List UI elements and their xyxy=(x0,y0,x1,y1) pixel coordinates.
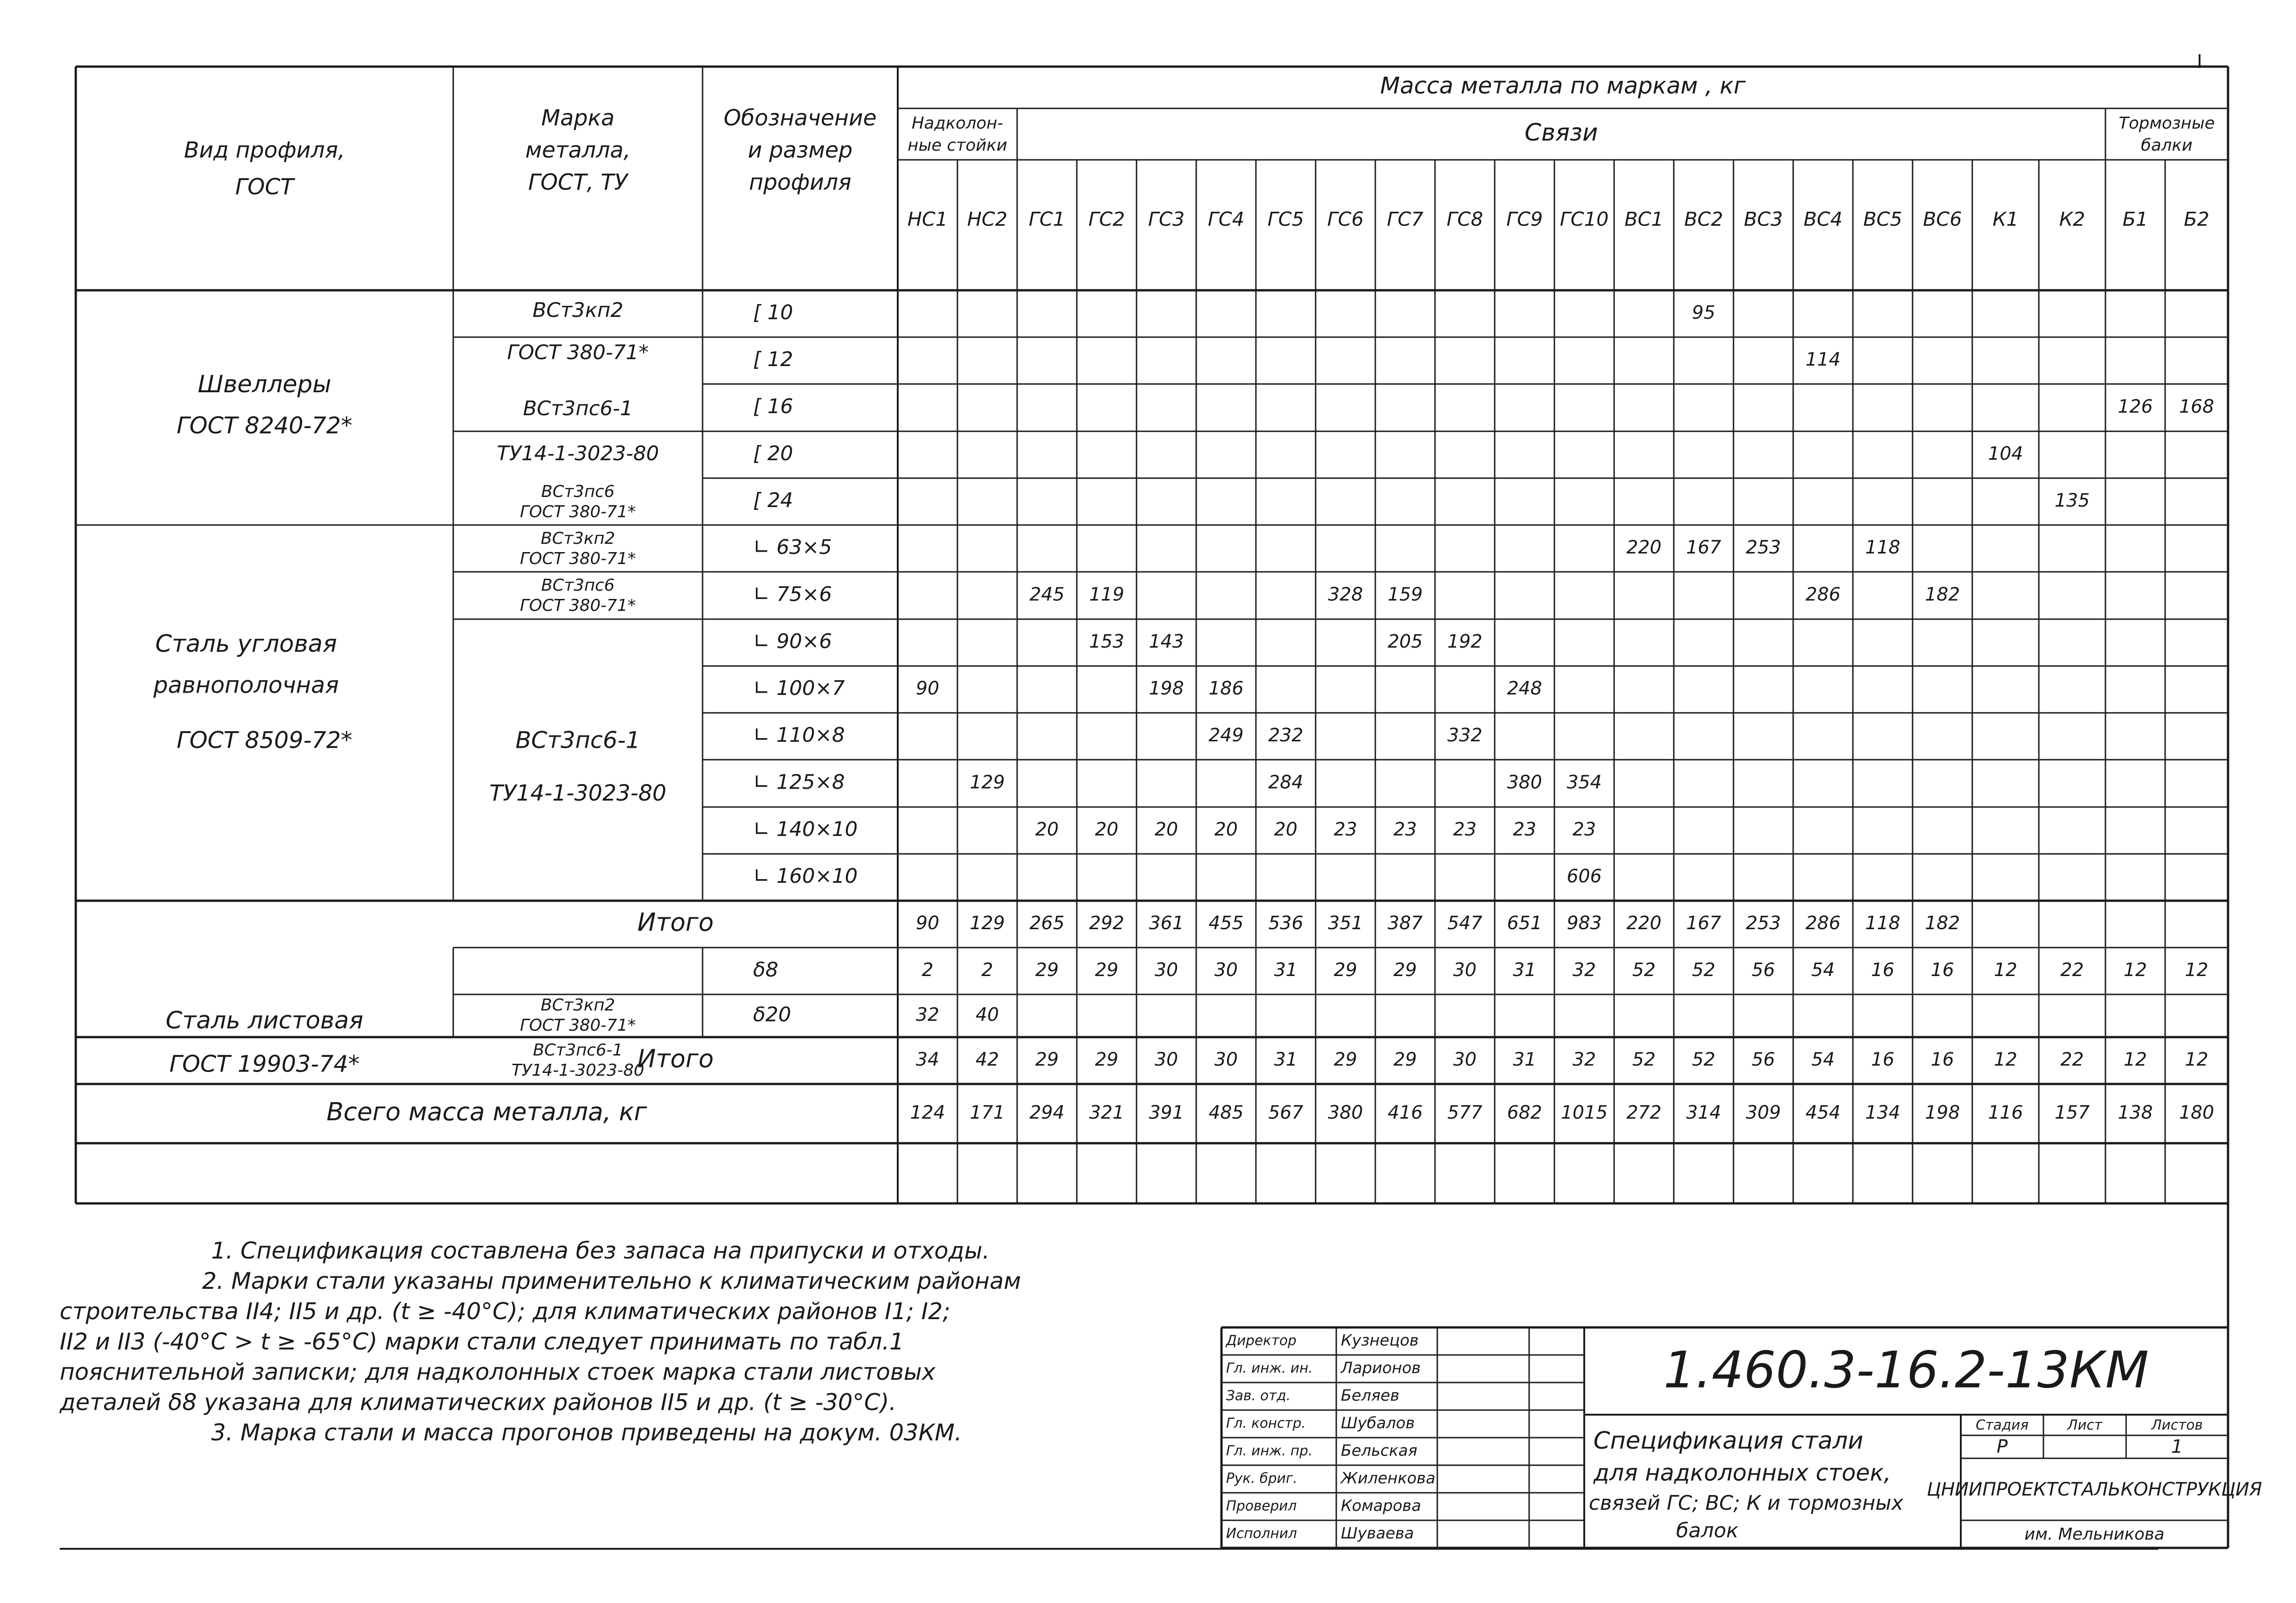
group-sheet: ГОСТ 19903-74* xyxy=(169,1050,360,1078)
mass-value: 220 xyxy=(1626,913,1662,934)
mass-value: 118 xyxy=(1865,913,1901,934)
mass-value: 387 xyxy=(1387,913,1423,934)
header-designation: профиля xyxy=(748,169,852,195)
mass-value: 30 xyxy=(1453,1049,1477,1070)
mass-value: 124 xyxy=(910,1102,945,1123)
header-grade: Марка xyxy=(541,105,615,131)
mass-value: 351 xyxy=(1328,913,1363,934)
mass-value: 606 xyxy=(1566,866,1602,887)
stamp-name: Беляев xyxy=(1341,1386,1400,1405)
stamp-name: Шуваева xyxy=(1341,1524,1414,1543)
grand-total-label: Всего масса металла, кг xyxy=(326,1097,647,1127)
stamp-role: Проверил xyxy=(1226,1498,1297,1514)
mass-value: 232 xyxy=(1268,725,1304,746)
mark-header-ГС10: ГС10 xyxy=(1559,208,1609,231)
mass-value: 192 xyxy=(1447,631,1483,652)
header-grade: ГОСТ, ТУ xyxy=(528,169,628,195)
stamp-sheets-value: 1 xyxy=(2171,1436,2183,1457)
stamp-sheet-label: Лист xyxy=(2067,1417,2103,1434)
mass-value: 536 xyxy=(1268,913,1304,934)
mass-value: 12 xyxy=(2123,960,2147,981)
mass-value: 20 xyxy=(1154,819,1178,840)
mass-value: 272 xyxy=(1626,1102,1662,1123)
mass-value: 129 xyxy=(969,772,1005,793)
stamp-title: балок xyxy=(1676,1519,1739,1542)
mass-value: 31 xyxy=(1274,960,1298,981)
mass-value: 114 xyxy=(1805,349,1841,370)
mass-value: 116 xyxy=(1988,1102,2023,1123)
mass-value: 52 xyxy=(1692,1049,1716,1070)
mass-value: 32 xyxy=(1572,1049,1596,1070)
note-1: 1. Спецификация составлена без запаса на припуски и отходы. xyxy=(211,1237,990,1264)
mass-value: 314 xyxy=(1686,1102,1722,1123)
mass-value: 52 xyxy=(1632,1049,1656,1070)
mass-value: 249 xyxy=(1208,725,1244,746)
mark-header-Б1: Б1 xyxy=(2122,208,2148,231)
mass-value: 30 xyxy=(1214,960,1238,981)
grade-label: ВСт3пс6-1 xyxy=(533,1041,623,1060)
mass-value: 29 xyxy=(1035,960,1059,981)
stamp-role: Рук. бриг. xyxy=(1226,1470,1298,1487)
mark-header-НС2: НС2 xyxy=(967,208,1007,231)
mass-value: 253 xyxy=(1745,913,1781,934)
mass-value: 485 xyxy=(1208,1102,1244,1123)
stamp-sheets-label: Листов xyxy=(2151,1417,2203,1434)
mass-value: 454 xyxy=(1805,1102,1841,1123)
mark-header-К2: К2 xyxy=(2059,208,2085,231)
stamp-org: ЦНИИПРОЕКТСТАЛЬКОНСТРУКЦИЯ xyxy=(1927,1479,2262,1500)
note-3: 3. Марка стали и масса прогонов приведены на докум. 03КМ. xyxy=(211,1419,962,1446)
mass-value: 31 xyxy=(1274,1049,1298,1070)
mass-value: 186 xyxy=(1208,678,1244,699)
grade-label: ГОСТ 380-71* xyxy=(520,502,636,521)
note-2-line-4: пояснительной записки; для надколонных стоек марка стали листовых xyxy=(60,1359,936,1385)
mass-value: 2 xyxy=(981,960,993,981)
stamp-name: Кузнецов xyxy=(1341,1331,1419,1350)
header-brake: балки xyxy=(2141,136,2193,155)
profile-designation: [ 16 xyxy=(753,395,793,418)
mass-value: 159 xyxy=(1387,584,1423,605)
grade-label: ГОСТ 380-71* xyxy=(520,549,636,568)
mass-value: 180 xyxy=(2179,1102,2214,1123)
mark-header-ВС4: ВС4 xyxy=(1803,208,1843,231)
grade-label: ГОСТ 380-71* xyxy=(507,341,649,364)
stamp-doc-code: 1.460.3-16.2-13КМ xyxy=(1663,1340,2149,1400)
mass-value: 29 xyxy=(1095,960,1119,981)
mass-value: 220 xyxy=(1626,537,1662,558)
mass-value: 95 xyxy=(1692,302,1716,323)
note-2-line-5: деталей δ8 указана для климатических районов II5 и др. (t ≥ -30°С). xyxy=(60,1389,897,1416)
grade-label: ВСт3пс6-1 xyxy=(523,397,633,420)
mass-value: 143 xyxy=(1148,631,1184,652)
mass-value: 354 xyxy=(1566,772,1602,793)
mark-header-ГС1: ГС1 xyxy=(1029,208,1065,231)
mass-value: 16 xyxy=(1871,1049,1895,1070)
header-profile: Вид профиля, xyxy=(184,137,345,163)
mass-value: 30 xyxy=(1154,960,1178,981)
mass-value: 380 xyxy=(1507,772,1542,793)
stamp-org-sub: им. Мельникова xyxy=(2024,1525,2165,1544)
profile-designation: ∟ 63×5 xyxy=(753,536,832,559)
grade-label: ВСт3пс6-1 xyxy=(515,727,641,754)
mass-value: 455 xyxy=(1208,913,1244,934)
mass-value: 23 xyxy=(1393,819,1417,840)
mass-value: 126 xyxy=(2117,396,2153,418)
mark-header-ГС9: ГС9 xyxy=(1506,208,1543,231)
profile-designation: ∟ 125×8 xyxy=(753,770,845,794)
mass-value: 171 xyxy=(969,1102,1005,1123)
grade-label: ВСт3пс6 xyxy=(541,482,615,501)
header-mass-title: Масса металла по маркам , кг xyxy=(1380,72,1746,99)
header-designation: Обозначение xyxy=(723,105,877,131)
mass-value: 248 xyxy=(1507,678,1542,699)
stamp-stage-value: Р xyxy=(1996,1436,2008,1457)
mass-value: 416 xyxy=(1387,1102,1423,1123)
mass-value: 22 xyxy=(2060,1049,2084,1070)
mass-value: 2 xyxy=(922,960,934,981)
mass-value: 52 xyxy=(1692,960,1716,981)
mass-value: 52 xyxy=(1632,960,1656,981)
mass-value: 380 xyxy=(1328,1102,1363,1123)
grade-label: ТУ14-1-3023-80 xyxy=(489,780,667,806)
header-profile: ГОСТ xyxy=(235,174,294,200)
mass-value: 138 xyxy=(2117,1102,2153,1123)
mass-value: 16 xyxy=(1871,960,1895,981)
grade-label: ВСт3кп2 xyxy=(540,529,615,548)
mass-value: 23 xyxy=(1453,819,1477,840)
mark-header-ВС2: ВС2 xyxy=(1684,208,1723,231)
profile-designation: ∟ 110×8 xyxy=(753,723,845,747)
mass-value: 12 xyxy=(2123,1049,2147,1070)
mass-value: 286 xyxy=(1805,584,1841,605)
mass-value: 20 xyxy=(1035,819,1059,840)
profile-designation: [ 24 xyxy=(753,489,793,512)
mass-value: 20 xyxy=(1214,819,1238,840)
grade-label: ВСт3кп2 xyxy=(540,996,615,1015)
mark-header-Б2: Б2 xyxy=(2183,208,2210,231)
mass-value: 90 xyxy=(916,913,940,934)
mass-value: 153 xyxy=(1089,631,1125,652)
mass-value: 167 xyxy=(1686,537,1722,558)
mass-value: 29 xyxy=(1095,1049,1119,1070)
mass-value: 245 xyxy=(1029,584,1065,605)
mass-value: 12 xyxy=(2185,960,2208,981)
mass-value: 54 xyxy=(1811,960,1835,981)
mass-value: 198 xyxy=(1148,678,1184,699)
mark-header-ГС8: ГС8 xyxy=(1446,208,1483,231)
grade-label: ТУ14-1-3023-80 xyxy=(511,1061,645,1080)
mass-value: 30 xyxy=(1453,960,1477,981)
stamp-title: связей ГС; ВС; К и тормозных xyxy=(1589,1491,1903,1515)
profile-designation: [ 20 xyxy=(753,442,793,465)
mass-value: 332 xyxy=(1447,725,1483,746)
stamp-name: Комарова xyxy=(1341,1496,1421,1515)
profile-designation: ∟ 160×10 xyxy=(753,864,858,888)
grade-label: ТУ14-1-3023-80 xyxy=(496,442,659,465)
mass-value: 134 xyxy=(1865,1102,1901,1123)
mass-value: 265 xyxy=(1029,913,1065,934)
profile-designation: [ 12 xyxy=(753,348,793,371)
stamp-role: Исполнил xyxy=(1226,1525,1297,1542)
mass-value: 29 xyxy=(1334,1049,1357,1070)
mass-value: 56 xyxy=(1751,1049,1775,1070)
mark-header-ВС3: ВС3 xyxy=(1744,208,1783,231)
mass-value: 12 xyxy=(1994,1049,2017,1070)
mass-value: 292 xyxy=(1089,913,1125,934)
mass-value: 577 xyxy=(1447,1102,1483,1123)
mass-value: 23 xyxy=(1572,819,1596,840)
mass-value: 205 xyxy=(1387,631,1423,652)
mass-value: 31 xyxy=(1513,960,1536,981)
mass-value: 29 xyxy=(1393,1049,1417,1070)
mark-header-ГС5: ГС5 xyxy=(1267,208,1304,231)
stamp-stage-label: Стадия xyxy=(1975,1417,2029,1434)
stamp-role: Гл. констр. xyxy=(1226,1415,1306,1432)
mark-header-ВС1: ВС1 xyxy=(1624,208,1664,231)
grade-label: ВСт3пс6 xyxy=(541,576,615,595)
mark-header-ВС6: ВС6 xyxy=(1923,208,1962,231)
mass-value: 286 xyxy=(1805,913,1841,934)
profile-designation: ∟ 90×6 xyxy=(753,630,832,653)
mass-value: 16 xyxy=(1930,960,1954,981)
mass-value: 328 xyxy=(1328,584,1363,605)
group-channels: ГОСТ 8240-72* xyxy=(176,412,353,439)
mass-value: 22 xyxy=(2060,960,2084,981)
mass-value: 167 xyxy=(1686,913,1722,934)
mass-value: 23 xyxy=(1334,819,1357,840)
mass-value: 23 xyxy=(1513,819,1536,840)
mass-value: 361 xyxy=(1148,913,1184,934)
mass-value: 119 xyxy=(1089,584,1125,605)
group-angles: Сталь угловая xyxy=(155,630,337,658)
mass-value: 29 xyxy=(1334,960,1357,981)
notes-block xyxy=(60,1236,1217,1448)
note-2: 2. Марки стали указаны применительно к климатическим районам xyxy=(202,1268,1021,1294)
mass-value: 129 xyxy=(969,913,1005,934)
stamp-title: Спецификация стали xyxy=(1593,1427,1863,1455)
mass-value: 32 xyxy=(1572,960,1596,981)
mass-value: 20 xyxy=(1274,819,1298,840)
mark-header-ГС4: ГС4 xyxy=(1208,208,1244,231)
mark-header-НС1: НС1 xyxy=(907,208,948,231)
mass-value: 104 xyxy=(1988,443,2023,464)
mass-value: 309 xyxy=(1745,1102,1781,1123)
stamp-name: Шубалов xyxy=(1341,1414,1415,1433)
mass-value: 90 xyxy=(916,678,940,699)
subtotal-label: Итого xyxy=(637,908,714,937)
stamp-name: Бельская xyxy=(1341,1441,1418,1460)
group-sheet: Сталь листовая xyxy=(165,1007,364,1034)
grade-label: ГОСТ 380-71* xyxy=(520,1016,636,1035)
mass-value: 284 xyxy=(1268,772,1304,793)
profile-designation: ∟ 140×10 xyxy=(753,818,858,841)
mass-value: 40 xyxy=(975,1004,999,1026)
header-brake: Тормозные xyxy=(2118,114,2215,133)
mass-value: 983 xyxy=(1566,913,1602,934)
mass-value: 198 xyxy=(1925,1102,1960,1123)
group-angles: ГОСТ 8509-72* xyxy=(176,727,353,754)
mass-value: 391 xyxy=(1148,1102,1184,1123)
group-angles: равнополочная xyxy=(153,672,339,699)
mass-value: 31 xyxy=(1513,1049,1536,1070)
stamp-role: Гл. инж. пр. xyxy=(1226,1443,1313,1459)
mass-value: 29 xyxy=(1393,960,1417,981)
grade-label: ВСт3кп2 xyxy=(532,299,624,322)
mass-value: 294 xyxy=(1029,1102,1065,1123)
mass-value: 54 xyxy=(1811,1049,1835,1070)
mass-value: 20 xyxy=(1095,819,1119,840)
mass-value: 12 xyxy=(1994,960,2017,981)
header-links: Связи xyxy=(1525,119,1598,147)
mass-value: 651 xyxy=(1507,913,1542,934)
header-designation: и размер xyxy=(748,137,853,163)
note-2-line-2: строительства II4; II5 и др. (t ≥ -40°С); для климатических районов I1; I2; xyxy=(60,1298,951,1325)
header-nc: ные стойки xyxy=(907,136,1007,155)
mass-value: 253 xyxy=(1745,537,1781,558)
mass-value: 567 xyxy=(1268,1102,1304,1123)
grade-label: ГОСТ 380-71* xyxy=(520,596,636,615)
mark-header-К1: К1 xyxy=(1992,208,2019,231)
mark-header-ГС6: ГС6 xyxy=(1327,208,1364,231)
mark-header-ВС5: ВС5 xyxy=(1863,208,1902,231)
mass-value: 12 xyxy=(2185,1049,2208,1070)
mass-value: 682 xyxy=(1507,1102,1542,1123)
stamp-name: Жиленкова xyxy=(1341,1469,1435,1488)
stamp-title: для надколонных стоек, xyxy=(1593,1459,1891,1486)
mass-value: 547 xyxy=(1447,913,1483,934)
mass-value: 16 xyxy=(1930,1049,1954,1070)
mass-value: 1015 xyxy=(1561,1102,1608,1123)
header-grade: металла, xyxy=(525,137,631,163)
group-channels: Швеллеры xyxy=(197,371,332,398)
mark-header-ГС3: ГС3 xyxy=(1148,208,1185,231)
stamp-role: Гл. инж. ин. xyxy=(1226,1360,1313,1377)
mass-value: 168 xyxy=(2179,396,2214,418)
mass-value: 321 xyxy=(1089,1102,1125,1123)
mass-value: 32 xyxy=(916,1004,940,1026)
profile-designation: δ20 xyxy=(753,1003,791,1027)
mark-header-ГС2: ГС2 xyxy=(1088,208,1125,231)
note-2-line-3: II2 и II3 (-40°С > t ≥ -65°С) марки стали следует принимать по табл.1 xyxy=(60,1328,904,1355)
mass-value: 30 xyxy=(1154,1049,1178,1070)
subtotal-label: Итого xyxy=(637,1044,714,1073)
mass-value: 42 xyxy=(975,1049,999,1070)
profile-designation: [ 10 xyxy=(753,301,793,324)
profile-designation: ∟ 100×7 xyxy=(753,677,845,700)
mass-value: 157 xyxy=(2054,1102,2090,1123)
mass-value: 118 xyxy=(1865,537,1901,558)
mass-value: 182 xyxy=(1925,913,1960,934)
profile-designation: δ8 xyxy=(753,958,778,982)
mass-value: 135 xyxy=(2054,490,2090,511)
profile-designation: ∟ 75×6 xyxy=(753,582,832,606)
mass-value: 34 xyxy=(916,1049,940,1070)
stamp-role: Директор xyxy=(1226,1332,1297,1349)
mass-value: 182 xyxy=(1925,584,1960,605)
mass-value: 30 xyxy=(1214,1049,1238,1070)
mass-value: 29 xyxy=(1035,1049,1059,1070)
stamp-name: Ларионов xyxy=(1341,1359,1421,1377)
header-nc: Надколон- xyxy=(912,114,1003,133)
stamp-role: Зав. отд. xyxy=(1226,1388,1291,1404)
mark-header-ГС7: ГС7 xyxy=(1387,208,1424,231)
mass-value: 56 xyxy=(1751,960,1775,981)
